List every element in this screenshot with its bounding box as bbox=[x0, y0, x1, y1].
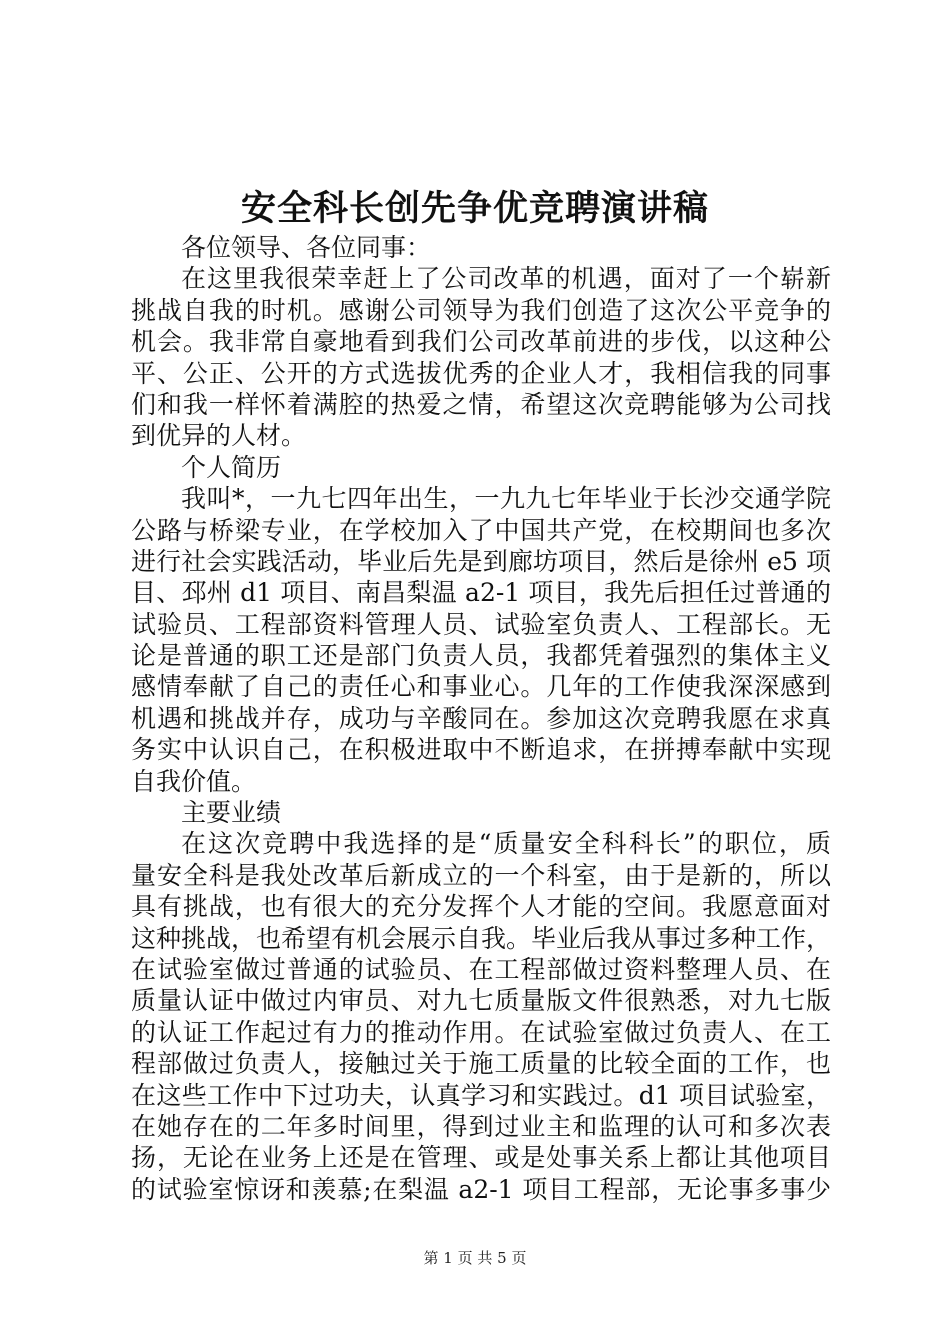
text-line: 机会。我非常自豪地看到我们公司改革前进的步伐，以这种公 bbox=[131, 327, 831, 357]
document-title: 安全科长创先争优竞聘演讲稿 bbox=[240, 188, 709, 229]
text-line: 主要业绩 bbox=[181, 798, 282, 828]
page-footer: 第 1 页 共 5 页 bbox=[423, 1249, 527, 1267]
text-line: 在这次竞聘中我选择的是“质量安全科科长”的职位，质 bbox=[181, 829, 831, 859]
text-line: 务实中认识自己，在积极进取中不断追求，在拼搏奉献中实现 bbox=[131, 735, 831, 765]
text-line: 试验员、工程部资料管理人员、试验室负责人、工程部长。无 bbox=[131, 609, 831, 639]
text-line: 质量认证中做过内审员、对九七质量版文件很熟悉，对九七版 bbox=[131, 986, 831, 1016]
text-line: 目、邳州 d1 项目、南昌梨温 a2-1 项目，我先后担任过普通的 bbox=[131, 578, 831, 608]
text-line: 自我价值。 bbox=[131, 766, 257, 796]
text-line: 机遇和挑战并存，成功与辛酸同在。参加这次竞聘我愿在求真 bbox=[131, 703, 831, 733]
text-line: 论是普通的职工还是部门负责人员，我都凭着强烈的集体主义 bbox=[131, 641, 831, 671]
text-line: 公路与桥梁专业，在学校加入了中国共产党，在校期间也多次 bbox=[131, 515, 831, 545]
text-line: 的认证工作起过有力的推动作用。在试验室做过负责人、在工 bbox=[131, 1017, 831, 1047]
text-line: 各位领导、各位同事： bbox=[181, 233, 432, 262]
text-line: 在她存在的二年多时间里，得到过业主和监理的认可和多次表 bbox=[131, 1111, 831, 1141]
text-line: 感情奉献了自己的责任心和事业心。几年的工作使我深深感到 bbox=[131, 672, 831, 702]
text-line: 挑战自我的时机。感谢公司领导为我们创造了这次公平竞争的 bbox=[131, 295, 831, 325]
text-line: 进行社会实践活动，毕业后先是到廊坊项目，然后是徐州 e5 项 bbox=[131, 546, 831, 576]
text-line: 这种挑战，也希望有机会展示自我。毕业后我从事过多种工作， bbox=[131, 923, 832, 953]
text-line: 量安全科是我处改革后新成立的一个科室，由于是新的，所以 bbox=[131, 860, 831, 890]
text-line: 在试验室做过普通的试验员、在工程部做过资料整理人员、在 bbox=[131, 954, 831, 984]
text-line: 程部做过负责人，接触过关于施工质量的比较全面的工作，也 bbox=[131, 1049, 831, 1079]
text-line: 具有挑战，也有很大的充分发挥个人才能的空间。我愿意面对 bbox=[131, 892, 831, 922]
text-line: 我叫*，一九七四年出生，一九九七年毕业于长沙交通学院 bbox=[181, 484, 831, 514]
text-line: 到优异的人材。 bbox=[131, 421, 307, 451]
text-line: 扬，无论在业务上还是在管理、或是处事关系上都让其他项目 bbox=[131, 1143, 831, 1173]
document-body bbox=[131, 232, 831, 1205]
text-line: 个人简历 bbox=[181, 452, 282, 482]
text-line: 在这里我很荣幸赶上了公司改革的机遇，面对了一个崭新 bbox=[181, 264, 831, 294]
text-line: 的试验室惊讶和羡慕;在梨温 a2-1 项目工程部，无论事多事少 bbox=[131, 1174, 831, 1204]
text-line: 在这些工作中下过功夫，认真学习和实践过。d1 项目试验室， bbox=[131, 1080, 831, 1110]
text-line: 们和我一样怀着满腔的热爱之情，希望这次竞聘能够为公司找 bbox=[131, 389, 831, 419]
text-line: 平、公正、公开的方式选拔优秀的企业人才，我相信我的同事 bbox=[131, 358, 831, 388]
